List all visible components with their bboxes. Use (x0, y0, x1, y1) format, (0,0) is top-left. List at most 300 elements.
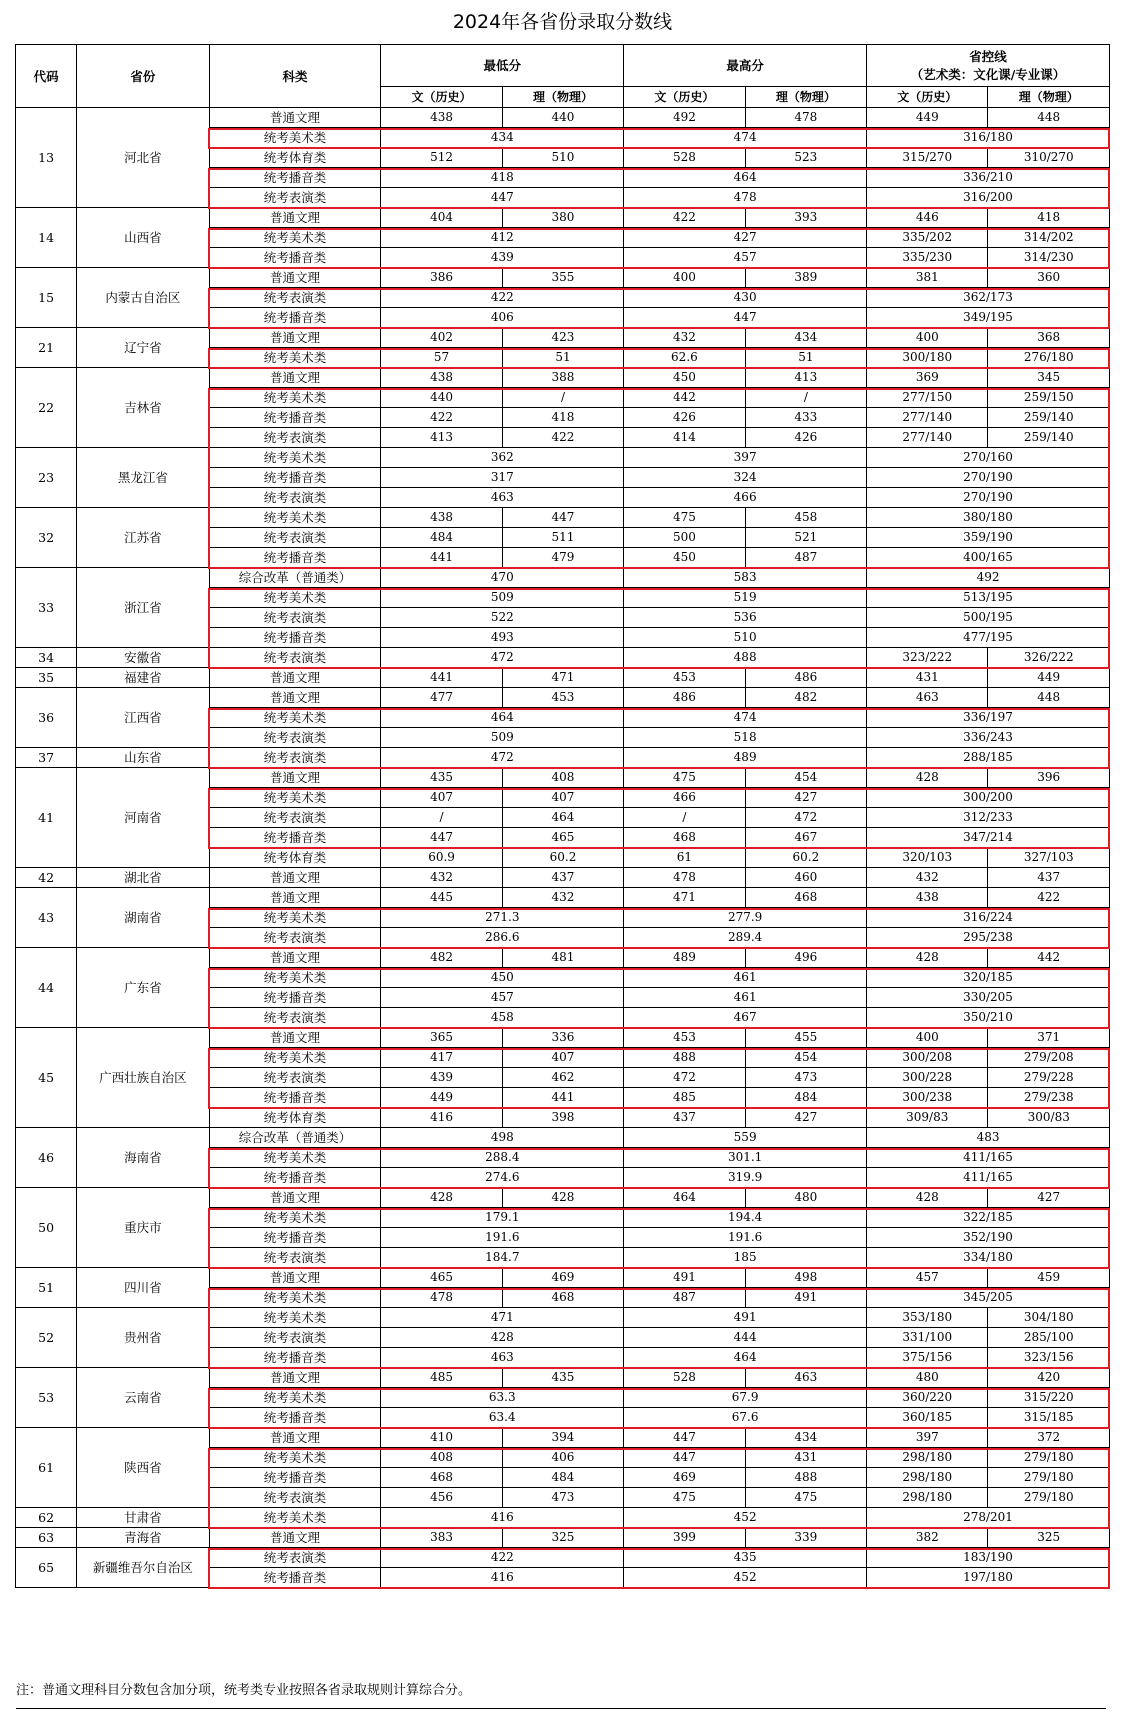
province-name: 河北省 (77, 108, 209, 208)
category-cell: 统考美术类 (209, 1448, 381, 1468)
score-cell: 427 (624, 228, 867, 248)
score-cell: 484 (745, 1088, 866, 1108)
score-cell: 510 (624, 628, 867, 648)
category-cell: 统考表演类 (209, 608, 381, 628)
score-cell: 286.6 (381, 928, 624, 948)
table-row (16, 688, 1110, 708)
province-code: 51 (16, 1268, 77, 1308)
score-cell: 336/243 (867, 728, 1110, 748)
province-code: 42 (16, 868, 77, 888)
category-cell: 统考美术类 (209, 1508, 381, 1528)
category-cell: 统考美术类 (209, 1388, 381, 1408)
score-cell: 432 (381, 868, 502, 888)
province-code: 35 (16, 668, 77, 688)
score-cell: 474 (624, 128, 867, 148)
score-cell: 484 (381, 528, 502, 548)
category-cell: 统考播音类 (209, 628, 381, 648)
score-cell: 312/233 (867, 808, 1110, 828)
category-cell: 统考表演类 (209, 1548, 381, 1568)
score-cell: 474 (624, 708, 867, 728)
score-cell: 435 (624, 1548, 867, 1568)
score-cell: 488 (745, 1468, 866, 1488)
category-cell: 统考美术类 (209, 1288, 381, 1308)
score-cell: 426 (745, 428, 866, 448)
score-cell: 259/140 (988, 428, 1110, 448)
score-cell: 486 (624, 688, 745, 708)
score-cell: 478 (624, 188, 867, 208)
score-cell: 422 (381, 408, 502, 428)
score-cell: 295/238 (867, 928, 1110, 948)
score-cell: 477 (381, 688, 502, 708)
score-cell: 428 (867, 948, 988, 968)
table-row (16, 1268, 1110, 1288)
header-max: 最高分 (624, 45, 867, 87)
score-cell: 179.1 (381, 1208, 624, 1228)
score-cell: 475 (624, 508, 745, 528)
category-cell: 普通文理 (209, 668, 381, 688)
category-cell: 统考美术类 (209, 1208, 381, 1228)
score-cell: 438 (381, 108, 502, 128)
score-cell: 347/214 (867, 828, 1110, 848)
score-cell: 464 (624, 168, 867, 188)
score-cell: 322/185 (867, 1208, 1110, 1228)
score-cell: 197/180 (867, 1568, 1110, 1588)
score-cell: 51 (745, 348, 866, 368)
category-cell: 统考播音类 (209, 308, 381, 328)
score-cell: 496 (745, 948, 866, 968)
score-cell: 511 (502, 528, 623, 548)
score-cell: 60.9 (381, 848, 502, 868)
score-cell: 368 (988, 328, 1110, 348)
score-cell: 463 (867, 688, 988, 708)
score-cell: 487 (745, 548, 866, 568)
score-cell: 523 (745, 148, 866, 168)
score-cell: 427 (745, 788, 866, 808)
province-name: 安徽省 (77, 648, 209, 668)
score-cell: 60.2 (502, 848, 623, 868)
score-cell: 492 (867, 568, 1110, 588)
province-code: 50 (16, 1188, 77, 1268)
score-cell: 500 (624, 528, 745, 548)
province-name: 山东省 (77, 748, 209, 768)
table-row (16, 888, 1110, 908)
score-cell: 422 (988, 888, 1110, 908)
category-cell: 统考表演类 (209, 1068, 381, 1088)
province-name: 湖南省 (77, 888, 209, 948)
province-name: 陕西省 (77, 1428, 209, 1508)
table-row (16, 208, 1110, 228)
score-cell: 191.6 (381, 1228, 624, 1248)
score-cell: 475 (745, 1488, 866, 1508)
province-code: 63 (16, 1528, 77, 1548)
score-cell: 468 (624, 828, 745, 848)
score-cell: 422 (381, 1548, 624, 1568)
province-name: 江苏省 (77, 508, 209, 568)
score-cell: 277/150 (867, 388, 988, 408)
score-cell: / (745, 388, 866, 408)
category-cell: 统考美术类 (209, 1148, 381, 1168)
score-cell: 464 (381, 708, 624, 728)
category-cell: 普通文理 (209, 1268, 381, 1288)
score-cell: 397 (624, 448, 867, 468)
table-row (16, 1548, 1110, 1568)
header-code: 代码 (16, 45, 77, 108)
score-cell: 418 (381, 168, 624, 188)
score-cell: 422 (502, 428, 623, 448)
table-row (16, 668, 1110, 688)
score-cell: 331/100 (867, 1328, 988, 1348)
score-cell: 345/205 (867, 1288, 1110, 1308)
score-cell: 380/180 (867, 508, 1110, 528)
score-cell: 398 (502, 1108, 623, 1128)
category-cell: 普通文理 (209, 268, 381, 288)
score-cell: 270/190 (867, 488, 1110, 508)
score-cell: 427 (988, 1188, 1110, 1208)
score-cell: 442 (988, 948, 1110, 968)
province-code: 21 (16, 328, 77, 368)
score-cell: 472 (381, 648, 624, 668)
score-cell: 438 (381, 508, 502, 528)
score-cell: 454 (745, 1048, 866, 1068)
score-cell: 353/180 (867, 1308, 988, 1328)
score-cell: 288.4 (381, 1148, 624, 1168)
score-cell: 300/200 (867, 788, 1110, 808)
score-cell: 449 (381, 1088, 502, 1108)
score-cell: 480 (867, 1368, 988, 1388)
score-cell: 310/270 (988, 148, 1110, 168)
score-cell: 396 (988, 768, 1110, 788)
score-cell: 298/180 (867, 1488, 988, 1508)
score-cell: 509 (381, 728, 624, 748)
score-cell: 285/100 (988, 1328, 1110, 1348)
score-cell: 478 (745, 108, 866, 128)
province-code: 36 (16, 688, 77, 748)
score-cell: 440 (381, 388, 502, 408)
score-cell: 352/190 (867, 1228, 1110, 1248)
score-cell: 397 (867, 1428, 988, 1448)
category-cell: 统考美术类 (209, 588, 381, 608)
score-cell: 416 (381, 1108, 502, 1128)
score-cell: 323/156 (988, 1348, 1110, 1368)
score-cell: 411/165 (867, 1148, 1110, 1168)
score-cell: 349/195 (867, 308, 1110, 328)
score-cell: 418 (988, 208, 1110, 228)
category-cell: 统考美术类 (209, 228, 381, 248)
score-cell: 428 (381, 1328, 624, 1348)
score-cell: 406 (381, 308, 624, 328)
score-cell: 471 (381, 1308, 624, 1328)
score-cell: 427 (745, 1108, 866, 1128)
province-name: 黑龙江省 (77, 448, 209, 508)
category-cell: 普通文理 (209, 868, 381, 888)
province-name: 甘肃省 (77, 1508, 209, 1528)
score-cell: 471 (624, 888, 745, 908)
category-cell: 统考播音类 (209, 1088, 381, 1108)
header-min: 最低分 (381, 45, 624, 87)
province-code: 46 (16, 1128, 77, 1188)
province-name: 内蒙古自治区 (77, 268, 209, 328)
score-cell: 485 (381, 1368, 502, 1388)
score-cell: 259/140 (988, 408, 1110, 428)
table-row (16, 1308, 1110, 1328)
score-cell: 500/195 (867, 608, 1110, 628)
table-row (16, 1128, 1110, 1148)
score-cell: 431 (867, 668, 988, 688)
score-cell: 61 (624, 848, 745, 868)
score-cell: 463 (381, 488, 624, 508)
score-cell: 469 (502, 1268, 623, 1288)
category-cell: 统考表演类 (209, 528, 381, 548)
score-cell: 404 (381, 208, 502, 228)
category-cell: 统考表演类 (209, 748, 381, 768)
score-cell: 432 (867, 868, 988, 888)
score-cell: 428 (867, 1188, 988, 1208)
score-cell: 288/185 (867, 748, 1110, 768)
category-cell: 统考表演类 (209, 1008, 381, 1028)
score-cell: 406 (502, 1448, 623, 1468)
table-row (16, 948, 1110, 968)
category-cell: 统考播音类 (209, 1568, 381, 1588)
province-name: 贵州省 (77, 1308, 209, 1368)
category-cell: 统考播音类 (209, 468, 381, 488)
score-cell: 493 (381, 628, 624, 648)
category-cell: 统考表演类 (209, 488, 381, 508)
score-cell: 439 (381, 1068, 502, 1088)
score-cell: 482 (381, 948, 502, 968)
score-cell: 362/173 (867, 288, 1110, 308)
score-cell: 320/103 (867, 848, 988, 868)
score-cell: 315/220 (988, 1388, 1110, 1408)
score-cell: 483 (867, 1128, 1110, 1148)
score-cell: 279/238 (988, 1088, 1110, 1108)
category-cell: 统考体育类 (209, 148, 381, 168)
score-cell: 465 (502, 828, 623, 848)
category-cell: 普通文理 (209, 108, 381, 128)
category-cell: 统考播音类 (209, 1468, 381, 1488)
score-cell: 473 (502, 1488, 623, 1508)
score-cell: 345 (988, 368, 1110, 388)
header-control (867, 45, 1110, 87)
score-cell: 458 (745, 508, 866, 528)
province-name: 海南省 (77, 1128, 209, 1188)
category-cell: 统考表演类 (209, 428, 381, 448)
score-cell: 298/180 (867, 1468, 988, 1488)
score-cell: 453 (624, 1028, 745, 1048)
score-cell: 381 (867, 268, 988, 288)
category-cell: 统考美术类 (209, 908, 381, 928)
score-cell: 428 (867, 768, 988, 788)
category-cell: 普通文理 (209, 1188, 381, 1208)
table-row (16, 1188, 1110, 1208)
score-cell: 301.1 (624, 1148, 867, 1168)
category-cell: 统考表演类 (209, 928, 381, 948)
score-cell: 274.6 (381, 1168, 624, 1188)
category-cell: 统考表演类 (209, 728, 381, 748)
table-row (16, 748, 1110, 768)
score-cell: 471 (502, 668, 623, 688)
table-row (16, 268, 1110, 288)
category-cell: 统考美术类 (209, 1048, 381, 1068)
score-cell: 479 (502, 548, 623, 568)
score-cell: / (381, 808, 502, 828)
score-cell: 335/202 (867, 228, 988, 248)
score-cell: 432 (502, 888, 623, 908)
score-cell: 319.9 (624, 1168, 867, 1188)
table-row (16, 868, 1110, 888)
score-cell: 498 (745, 1268, 866, 1288)
category-cell: 普通文理 (209, 688, 381, 708)
category-cell: 统考体育类 (209, 1108, 381, 1128)
score-cell: 448 (988, 108, 1110, 128)
score-cell: 359/190 (867, 528, 1110, 548)
category-cell: 统考美术类 (209, 1308, 381, 1328)
score-cell: 464 (502, 808, 623, 828)
score-cell: 410 (381, 1428, 502, 1448)
category-cell: 统考美术类 (209, 128, 381, 148)
score-cell: 453 (624, 668, 745, 688)
score-cell: 300/208 (867, 1048, 988, 1068)
score-cell: 466 (624, 788, 745, 808)
score-cell: 57 (381, 348, 502, 368)
score-cell: 375/156 (867, 1348, 988, 1368)
score-cell: 360 (988, 268, 1110, 288)
province-name: 浙江省 (77, 568, 209, 648)
score-cell: 487 (624, 1288, 745, 1308)
score-cell: 350/210 (867, 1008, 1110, 1028)
score-cell: 457 (867, 1268, 988, 1288)
province-code: 14 (16, 208, 77, 268)
category-cell: 统考美术类 (209, 968, 381, 988)
score-cell: 369 (867, 368, 988, 388)
score-cell: 460 (745, 868, 866, 888)
score-cell: 423 (502, 328, 623, 348)
score-cell: 60.2 (745, 848, 866, 868)
category-cell: 统考美术类 (209, 448, 381, 468)
score-cell: 399 (624, 1528, 745, 1548)
score-cell: 380 (502, 208, 623, 228)
score-cell: 300/238 (867, 1088, 988, 1108)
score-cell: 475 (624, 1488, 745, 1508)
category-cell: 统考播音类 (209, 548, 381, 568)
score-cell: 422 (381, 288, 624, 308)
score-cell: 459 (988, 1268, 1110, 1288)
score-cell: 336/210 (867, 168, 1110, 188)
score-cell: / (502, 388, 623, 408)
score-cell: 389 (745, 268, 866, 288)
province-name: 云南省 (77, 1368, 209, 1428)
score-cell: 67.9 (624, 1388, 867, 1408)
province-name: 广西壮族自治区 (77, 1028, 209, 1128)
page-title: 2024年各省份录取分数线 (452, 11, 673, 33)
score-cell: 486 (745, 668, 866, 688)
score-cell: 335/230 (867, 248, 988, 268)
score-cell: 583 (624, 568, 867, 588)
score-cell: 388 (502, 368, 623, 388)
score-cell: 452 (624, 1568, 867, 1588)
score-cell: 513/195 (867, 588, 1110, 608)
score-cell: 491 (624, 1308, 867, 1328)
score-cell: 279/208 (988, 1048, 1110, 1068)
category-cell: 统考美术类 (209, 388, 381, 408)
score-cell: 437 (502, 868, 623, 888)
score-cell: 458 (381, 1008, 624, 1028)
province-code: 44 (16, 948, 77, 1028)
score-cell: 426 (624, 408, 745, 428)
province-name: 湖北省 (77, 868, 209, 888)
score-cell: 393 (745, 208, 866, 228)
score-cell: 454 (745, 768, 866, 788)
score-cell: 413 (745, 368, 866, 388)
table-row (16, 508, 1110, 528)
score-cell: 453 (502, 688, 623, 708)
province-name: 吉林省 (77, 368, 209, 448)
score-cell: 360/185 (867, 1408, 988, 1428)
category-cell: 普通文理 (209, 1028, 381, 1048)
score-cell: 414 (624, 428, 745, 448)
header-control-wen: 文（历史） (867, 87, 988, 108)
score-table (15, 44, 1110, 1588)
province-code: 43 (16, 888, 77, 948)
score-cell: 433 (745, 408, 866, 428)
score-cell: 317 (381, 468, 624, 488)
category-cell: 统考播音类 (209, 1348, 381, 1368)
header-min-li: 理（物理） (502, 87, 623, 108)
score-cell: 411/165 (867, 1168, 1110, 1188)
score-cell: 491 (624, 1268, 745, 1288)
score-cell: 304/180 (988, 1308, 1110, 1328)
province-name: 江西省 (77, 688, 209, 748)
header-control-sub: （艺术类：文化课/专业课） (910, 66, 1066, 82)
score-cell: 445 (381, 888, 502, 908)
province-name: 辽宁省 (77, 328, 209, 368)
score-cell: 447 (502, 508, 623, 528)
score-cell: 449 (867, 108, 988, 128)
header-max-wen: 文（历史） (624, 87, 745, 108)
category-cell: 统考美术类 (209, 708, 381, 728)
score-cell: 480 (745, 1188, 866, 1208)
score-cell: 435 (502, 1368, 623, 1388)
score-cell: 448 (988, 688, 1110, 708)
score-cell: 336/197 (867, 708, 1110, 728)
score-cell: 440 (502, 108, 623, 128)
score-cell: 434 (381, 128, 624, 148)
province-code: 34 (16, 648, 77, 668)
province-code: 62 (16, 1508, 77, 1528)
score-cell: 316/200 (867, 188, 1110, 208)
score-cell: 441 (381, 548, 502, 568)
table-row (16, 568, 1110, 588)
score-cell: 485 (624, 1088, 745, 1108)
score-cell: 289.4 (624, 928, 867, 948)
score-cell: 467 (624, 1008, 867, 1028)
category-cell: 统考美术类 (209, 348, 381, 368)
score-cell: 478 (381, 1288, 502, 1308)
score-cell: 63.3 (381, 1388, 624, 1408)
score-cell: 185 (624, 1248, 867, 1268)
score-cell: 472 (745, 808, 866, 828)
score-cell: 441 (381, 668, 502, 688)
score-cell: 468 (381, 1468, 502, 1488)
score-cell: 194.4 (624, 1208, 867, 1228)
province-code: 45 (16, 1028, 77, 1128)
table-row (16, 1028, 1110, 1048)
province-code: 61 (16, 1428, 77, 1508)
score-cell: 447 (381, 188, 624, 208)
header-min-wen: 文（历史） (381, 87, 502, 108)
score-cell: 400 (867, 328, 988, 348)
score-cell: 442 (624, 388, 745, 408)
category-cell: 综合改革（普通类） (209, 568, 381, 588)
